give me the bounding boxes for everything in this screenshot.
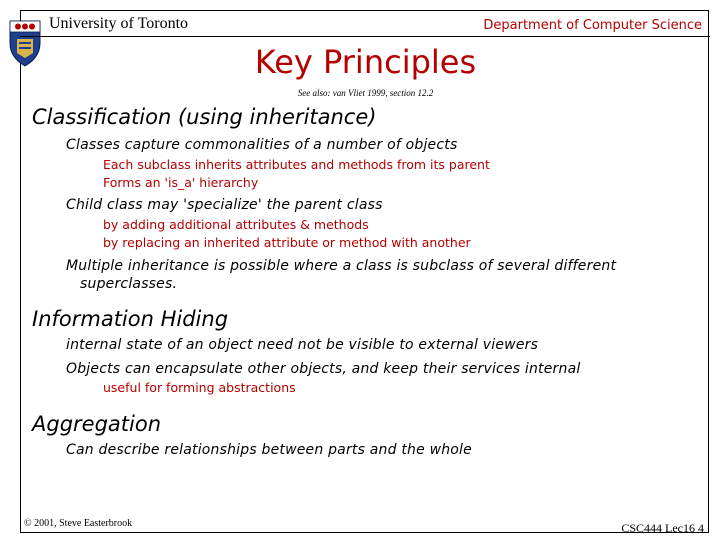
bullet-multiple-inheritance-line2: superclasses. xyxy=(80,276,178,292)
bullet-multiple-inheritance-line1: Multiple inheritance is possible where a class is subclass of several different xyxy=(66,258,617,274)
section-heading-classification: Classification (using inheritance) xyxy=(32,105,377,129)
sub-bullet-adding-attributes: by adding additional attributes & methods xyxy=(103,217,369,232)
sub-bullet-replacing-attribute: by replacing an inherited attribute or method with another xyxy=(103,235,471,250)
university-name: University of Toronto xyxy=(49,15,189,32)
bullet-encapsulate: Objects can encapsulate other objects, and keep their services internal xyxy=(66,361,581,377)
bullet-child-specialize: Child class may 'specialize' the parent class xyxy=(66,197,383,213)
copyright-footer: © 2001, Steve Easterbrook xyxy=(24,518,133,529)
reference-note: See also: van Vliet 1999, section 12.2 xyxy=(297,88,434,98)
bullet-classes-capture: Classes capture commonalities of a number of objects xyxy=(66,137,458,153)
bullet-multiple-inheritance xyxy=(66,257,691,293)
course-footer: CSC444 Lec16 4 xyxy=(621,521,704,535)
section-heading-information-hiding: Information Hiding xyxy=(32,307,229,331)
slide-title: Key Principles xyxy=(254,43,477,81)
department-name: Department of Computer Science xyxy=(483,18,702,33)
bullet-parts-whole: Can describe relationships between parts and the whole xyxy=(66,442,472,458)
sub-bullet-is-a-hierarchy: Forms an 'is_a' hierarchy xyxy=(103,175,259,190)
header-rule xyxy=(20,36,710,37)
section-heading-aggregation: Aggregation xyxy=(32,412,162,436)
sub-bullet-abstractions: useful for forming abstractions xyxy=(103,380,296,395)
bullet-internal-state: internal state of an object need not be visible to external viewers xyxy=(66,337,539,353)
sub-bullet-subclass-inherits: Each subclass inherits attributes and methods from its parent xyxy=(103,157,490,172)
